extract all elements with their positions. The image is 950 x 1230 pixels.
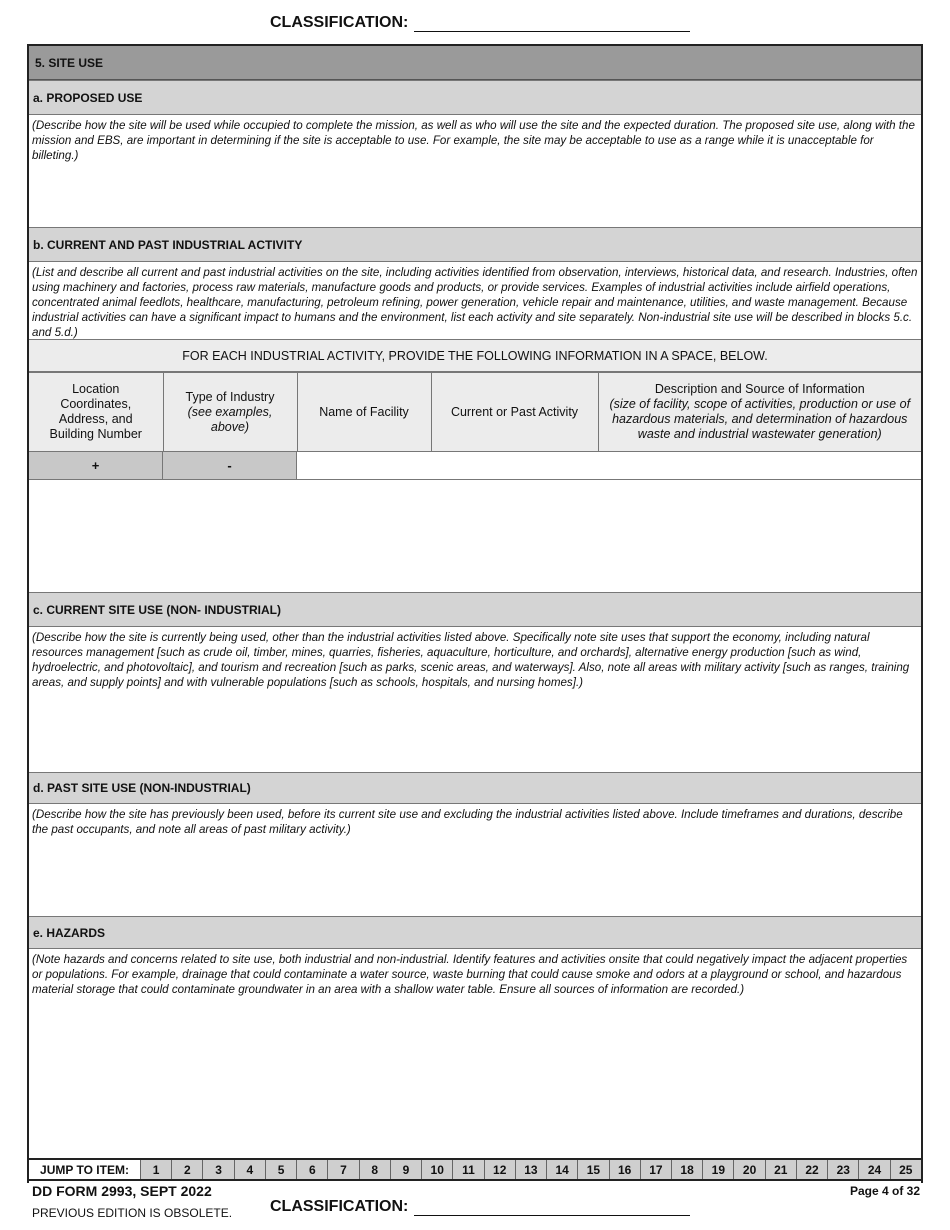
proposed-use-field[interactable] xyxy=(29,115,921,227)
col-facility-name: Name of Facility xyxy=(297,373,431,452)
jump-item-21[interactable]: 21 xyxy=(766,1160,797,1179)
col-description xyxy=(598,373,921,452)
jump-item-8[interactable]: 8 xyxy=(360,1160,391,1179)
jump-item-15[interactable]: 15 xyxy=(578,1160,609,1179)
jump-item-17[interactable]: 17 xyxy=(641,1160,672,1179)
jump-item-20[interactable]: 20 xyxy=(734,1160,765,1179)
industrial-entry-area[interactable] xyxy=(29,480,921,592)
site-use-form xyxy=(27,44,923,1183)
industrial-heading: b. CURRENT AND PAST INDUSTRIAL ACTIVITY xyxy=(29,227,921,262)
proposed-use-heading: a. PROPOSED USE xyxy=(29,80,921,115)
industrial-description: (List and describe all current and past industrial activities on the site, including activities identified from observation, interviews, historical data, and research. Industries, often using machinery and factories, process raw materials, manufacture goods and products, or provide services. Examples of industrial activities include airfield operations, concentrated animal feedlots, healthcare, manufacturing, petroleum refining, power generation, vehicle repair and maintenance, utilities, and waste management. Because industrial activities can have a significant impact to humans and the environment, list each activity and site separately. Non-industrial site use will be described in blocks 5.c. and 5.d.) xyxy=(32,266,918,339)
jump-item-4[interactable]: 4 xyxy=(235,1160,266,1179)
jump-item-14[interactable]: 14 xyxy=(547,1160,578,1179)
past-use-description: (Describe how the site has previously been used, before its current site use and excluding the industrial activities listed above. Include timeframes and durations, describe the past occupants, and note all areas of past military activity.) xyxy=(32,808,903,836)
proposed-use-description: (Describe how the site will be used while occupied to complete the mission, as well as who will use the site and the expected duration. The proposed site use, along with the mission and EBS, are important in determining if the site is acceptable to use. For example, the site may be acceptable to use as a range while it is unacceptable for billeting.) xyxy=(32,119,915,162)
col-industry-type-title: Type of Industry xyxy=(185,389,275,404)
jump-item-10[interactable]: 10 xyxy=(422,1160,453,1179)
hazards-description: (Note hazards and concerns related to site use, both industrial and non-industrial. Identify features and activities onsite that could negatively impact the adjacent properties or populations. For example, drainage that could contaminate a water source, waste burning that could cause smoke and odors at a playground or school, and hazardous material storage that could contaminate groundwater in an area with a shallow water table. Ensure all sources of information are recorded.) xyxy=(32,953,908,996)
classification-field[interactable] xyxy=(414,1198,690,1216)
add-row-button[interactable]: + xyxy=(29,452,163,479)
jump-item-16[interactable]: 16 xyxy=(610,1160,641,1179)
section-title: 5. SITE USE xyxy=(29,46,921,80)
jump-item-6[interactable]: 6 xyxy=(297,1160,328,1179)
jump-item-9[interactable]: 9 xyxy=(391,1160,422,1179)
jump-item-25[interactable]: 25 xyxy=(891,1160,921,1179)
jump-item-23[interactable]: 23 xyxy=(828,1160,859,1179)
classification-label: CLASSIFICATION: xyxy=(270,14,409,31)
current-use-field[interactable] xyxy=(29,627,921,772)
past-use-heading: d. PAST SITE USE (NON-INDUSTRIAL) xyxy=(29,772,921,804)
form-id: DD FORM 2993, SEPT 2022 xyxy=(32,1183,212,1199)
jump-item-12[interactable]: 12 xyxy=(485,1160,516,1179)
jump-item-18[interactable]: 18 xyxy=(672,1160,703,1179)
jump-item-1[interactable]: 1 xyxy=(141,1160,172,1179)
classification-bottom xyxy=(270,1192,690,1216)
col-description-title: Description and Source of Information xyxy=(654,382,865,396)
col-description-note: (size of facility, scope of activities, production or use of hazardous materials, and determination of hazardous waste and industrial wastewater generation) xyxy=(609,397,911,441)
industrial-columns xyxy=(29,372,921,452)
previous-edition-note: PREVIOUS EDITION IS OBSOLETE. xyxy=(32,1206,233,1220)
jump-item-11[interactable]: 11 xyxy=(453,1160,484,1179)
remove-row-button[interactable]: - xyxy=(163,452,297,479)
jump-item-22[interactable]: 22 xyxy=(797,1160,828,1179)
jump-item-5[interactable]: 5 xyxy=(266,1160,297,1179)
current-use-description: (Describe how the site is currently being used, other than the industrial activities listed above. Specifically note site uses that support the economy, including natural resources management [such as crude oil, timber, mines, quarries, fisheries, aquaculture, horticulture, and orchards], alternative energy production [such as wind, hydroelectric, and photovoltaic], and tourism and recreation [such as parks, scenic areas, and waterways]. Also, note all areas with military activity [such as ranges, training areas, and supply points] and with vulnerable populations [such as schools, hospitals, and nursing homes].) xyxy=(32,631,910,689)
col-industry-type-note: (see examples, above) xyxy=(187,404,273,434)
page-number: Page 4 of 32 xyxy=(849,1184,920,1198)
jump-item-19[interactable]: 19 xyxy=(703,1160,734,1179)
industrial-instruction: FOR EACH INDUSTRIAL ACTIVITY, PROVIDE THE FOLLOWING INFORMATION IN A SPACE, BELOW. xyxy=(29,339,921,372)
jump-item-24[interactable]: 24 xyxy=(859,1160,890,1179)
col-activity: Current or Past Activity xyxy=(431,373,598,452)
classification-label: CLASSIFICATION: xyxy=(270,1198,409,1215)
jump-item-13[interactable]: 13 xyxy=(516,1160,547,1179)
past-use-field[interactable] xyxy=(29,804,921,916)
hazards-heading: e. HAZARDS xyxy=(29,916,921,949)
jump-item-2[interactable]: 2 xyxy=(172,1160,203,1179)
classification-top xyxy=(270,8,690,32)
col-industry-type xyxy=(163,373,297,452)
jump-label: JUMP TO ITEM: xyxy=(29,1160,141,1179)
row-controls xyxy=(29,452,921,480)
jump-to-item-bar xyxy=(27,1158,923,1181)
current-use-heading: c. CURRENT SITE USE (NON- INDUSTRIAL) xyxy=(29,592,921,627)
jump-item-3[interactable]: 3 xyxy=(203,1160,234,1179)
classification-field[interactable] xyxy=(414,14,690,32)
col-location: Location Coordinates, Address, and Building Number xyxy=(29,373,163,452)
hazards-field[interactable] xyxy=(29,949,921,1159)
jump-item-7[interactable]: 7 xyxy=(328,1160,359,1179)
